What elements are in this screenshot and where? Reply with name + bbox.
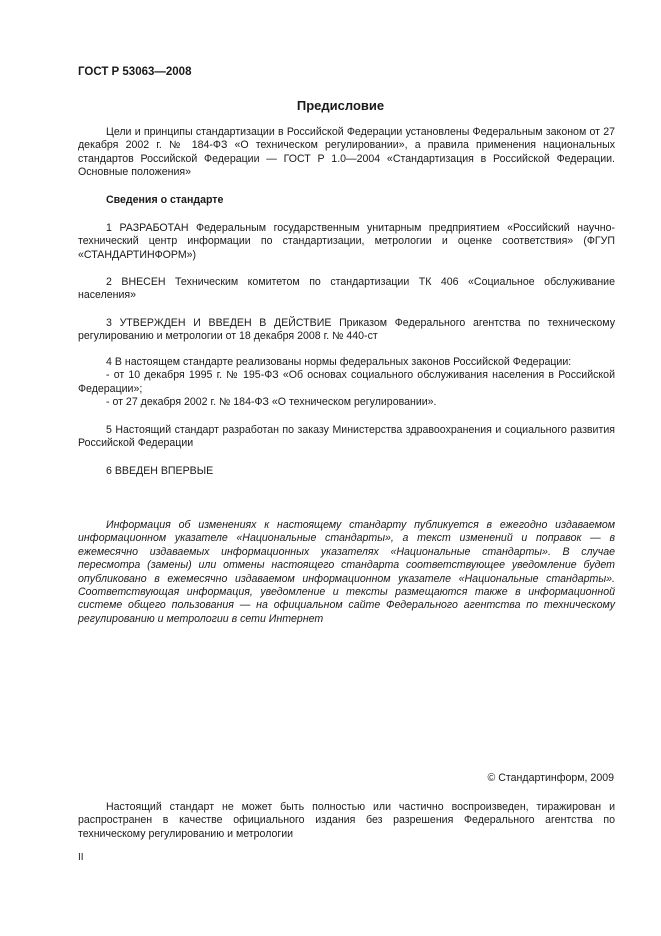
item-4 — [78, 356, 615, 410]
item-4-lead: 4 В настоящем стандарте реализованы нормы федеральных законов Российской Федерации: — [106, 356, 572, 368]
item-2 — [78, 276, 615, 303]
section-heading: Сведения о стандарте — [106, 194, 224, 206]
gost-code: ГОСТ Р 53063—2008 — [78, 66, 192, 78]
item-3 — [78, 317, 615, 344]
page-title: Предисловие — [296, 98, 385, 113]
item-4-law-1: - от 10 декабря 1995 г. № 195-ФЗ «Об основах социального обслуживания населения в Российской Федерации»; — [78, 369, 615, 395]
item-6 — [78, 465, 615, 478]
info-notice-text: Информация об изменениях к настоящему стандарту публикуется в ежегодно издаваемом информационном указателе «Национальные стандарты», а текст изменений и поправок — в ежемесячно издаваемых информационных указателях «Национальные стандарты». В случае пересмотра (замены) или отмены настоящего стандарта соответствующее уведомление будет опубликовано в ежемесячно издаваемом информационном указателе «Национальные стандарты». Соответствующая информация, уведомление и тексты размещаются также в информационной системе общего пользования — на официальном сайте Федерального агентства по техническому регулированию и метрологии в сети Интернет — [78, 519, 615, 625]
item-5 — [78, 424, 615, 451]
item-3-text: 3 УТВЕРЖДЕН И ВВЕДЕН В ДЕЙСТВИЕ Приказом Федерального агентства по техническому регулированию и метрологии от 18 декабря 2008 г. № 440-ст — [78, 317, 615, 343]
item-2-text: 2 ВНЕСЕН Техническим комитетом по стандартизации ТК 406 «Социальное обслуживание населения» — [78, 276, 615, 302]
intro-text: Цели и принципы стандартизации в Российской Федерации установлены Федеральным законом от 27 декабря 2002 г. № 184-ФЗ «О техническом регулировании», а правила применения национальных стандартов Российской Федерации — ГОСТ Р 1.0—2004 «Стандартизация в Российской Федерации. Основные положения» — [78, 126, 615, 179]
page-number: II — [78, 852, 84, 863]
item-1 — [78, 222, 615, 262]
reproduction-notice-text: Настоящий стандарт не может быть полностью или частично воспроизведен, тиражирован и распространен в качестве официального издания без разрешения Федерального агентства по техническому регулированию и метрологии — [78, 801, 615, 840]
item-6-text: 6 ВВЕДЕН ВПЕРВЫЕ — [106, 465, 214, 477]
item-4-law-2: - от 27 декабря 2002 г. № 184-ФЗ «О техническом регулировании». — [106, 396, 437, 409]
intro-paragraph — [78, 126, 615, 180]
item-5-text: 5 Настоящий стандарт разработан по заказу Министерства здравоохранения и социального развития Российской Федерации — [78, 424, 615, 450]
reproduction-notice — [78, 801, 615, 841]
item-1-text: 1 РАЗРАБОТАН Федеральным государственным унитарным предприятием «Российский научно-технический центр информации по стандартизации, метрологии и оценке соответствия» (ФГУП «СТАНДАРТИНФОРМ») — [78, 222, 615, 261]
info-notice — [78, 519, 615, 626]
copyright: © Стандартинформ, 2009 — [487, 772, 614, 784]
